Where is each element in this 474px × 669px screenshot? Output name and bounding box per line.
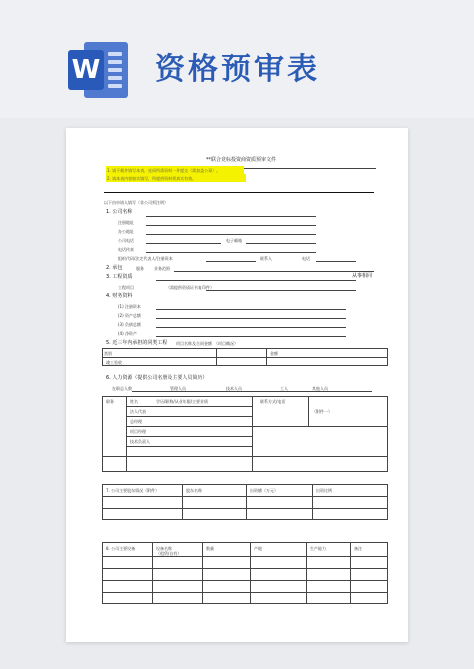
s6-side: （附件一） <box>312 409 332 414</box>
s6-table <box>102 396 388 472</box>
s4-item-3: (3) 负债总额 <box>118 322 141 327</box>
preview-header <box>0 0 474 118</box>
word-document-icon: W <box>68 38 130 102</box>
s1-field-2: 办公地址 <box>118 229 134 234</box>
s5-col-2: 金额 <box>270 351 278 356</box>
s6-label: 6. 人力资源（提供公司名册及主要人员简历） <box>106 375 208 381</box>
title-rule <box>104 192 374 193</box>
s1-field-5: 组织代码/法定代表人/注册资本 <box>118 256 173 261</box>
s1-phone-label: 电子邮箱 <box>226 238 242 243</box>
s6-row-5: 其他人员 <box>312 386 328 391</box>
s7-col-1: 股东名称 <box>186 488 202 493</box>
s8-col-5: 备注 <box>354 546 362 551</box>
s4-label: 4. 财务资料 <box>106 293 133 299</box>
intro-text: 以下由申请人填写（非公司须注明） <box>104 200 168 205</box>
s5-label: 5. 近三年内承担的同类工程 <box>106 340 168 346</box>
s6-row-3: 技术人员 <box>226 386 242 391</box>
document-page <box>66 128 408 642</box>
s8-label: 8. 公司主要设备 <box>106 546 136 551</box>
s6-role-3: 项目经理 <box>130 429 146 434</box>
s4-item-1: (1) 注册资本 <box>118 304 141 309</box>
s6-role-1: 法人代表 <box>130 409 146 414</box>
s2-sub2: 业务范围 <box>154 266 170 271</box>
s3-right: 从事相同 <box>352 273 373 279</box>
s1-tel: 电话 <box>302 256 310 261</box>
s1-contact: 联系人 <box>260 256 272 261</box>
s6-row-4: 工人 <box>280 386 288 391</box>
s5-col-1: 类别 <box>104 351 112 356</box>
s8-col-2: 数量 <box>206 546 214 551</box>
s2-label: 2. 承包 <box>106 265 123 271</box>
s8-col-4: 生产能力 <box>310 546 326 551</box>
s8-col-1: 设备名称 <box>156 546 172 551</box>
s6-role-4: 技术负责人 <box>130 439 150 444</box>
s3-sub-note: （需提供资质证书复印件） <box>166 285 214 290</box>
s6-head-1: 职务 <box>106 399 114 404</box>
s6-role-2: 总经理 <box>130 419 142 424</box>
s8-sub: （租赁/自有） <box>156 551 182 556</box>
note-2: 2. 请本表内容如实填写，所提供资料须真实有效。 <box>107 176 197 181</box>
note-1: 1. 请下载并填写本表，连同所需资料一并提交（需加盖公章）。 <box>107 168 221 173</box>
s1-field-4: 电话传真 <box>118 247 134 252</box>
s6-head-4: 联系方式/电话 <box>260 399 286 404</box>
s7-col-3: 出资比例 <box>316 488 332 493</box>
s6-head-2: 姓名 <box>130 399 138 404</box>
s3-sub-label: 工程项目 <box>118 285 134 290</box>
s8-col-3: 产地 <box>254 546 262 551</box>
s6-head-3: 学历/职称/从业年限/主要业绩 <box>156 399 209 404</box>
s8-table <box>102 542 388 604</box>
s4-item-4: (4) 净资产 <box>118 331 137 336</box>
s6-row-2: 管理人员 <box>170 386 186 391</box>
page-title: 资格预审表 <box>155 52 320 87</box>
s7-label: 7. 公司主要股东情况（附件） <box>106 488 160 493</box>
doc-title: **联合竞标投资商资质预审文件 <box>206 157 277 163</box>
s4-item-2: (2) 资产总额 <box>118 313 141 318</box>
s5-row-2: 竣工验收 <box>106 360 122 365</box>
s5-caption: 项目名称及合同金额 <box>176 341 212 346</box>
s7-col-2: 出资额（万元） <box>250 488 278 493</box>
s2-sub: 服务 <box>136 266 144 271</box>
s1-field-3: 公司电话 <box>118 238 134 243</box>
s3-label: 3. 工程资质 <box>106 274 133 280</box>
s6-row-1: 在职总人数 <box>112 386 132 391</box>
s1-field-1: 注册地址 <box>118 220 134 225</box>
s1-title: 1. 公司名称 <box>106 209 133 215</box>
s5-col-3: （项目概况） <box>214 341 238 346</box>
